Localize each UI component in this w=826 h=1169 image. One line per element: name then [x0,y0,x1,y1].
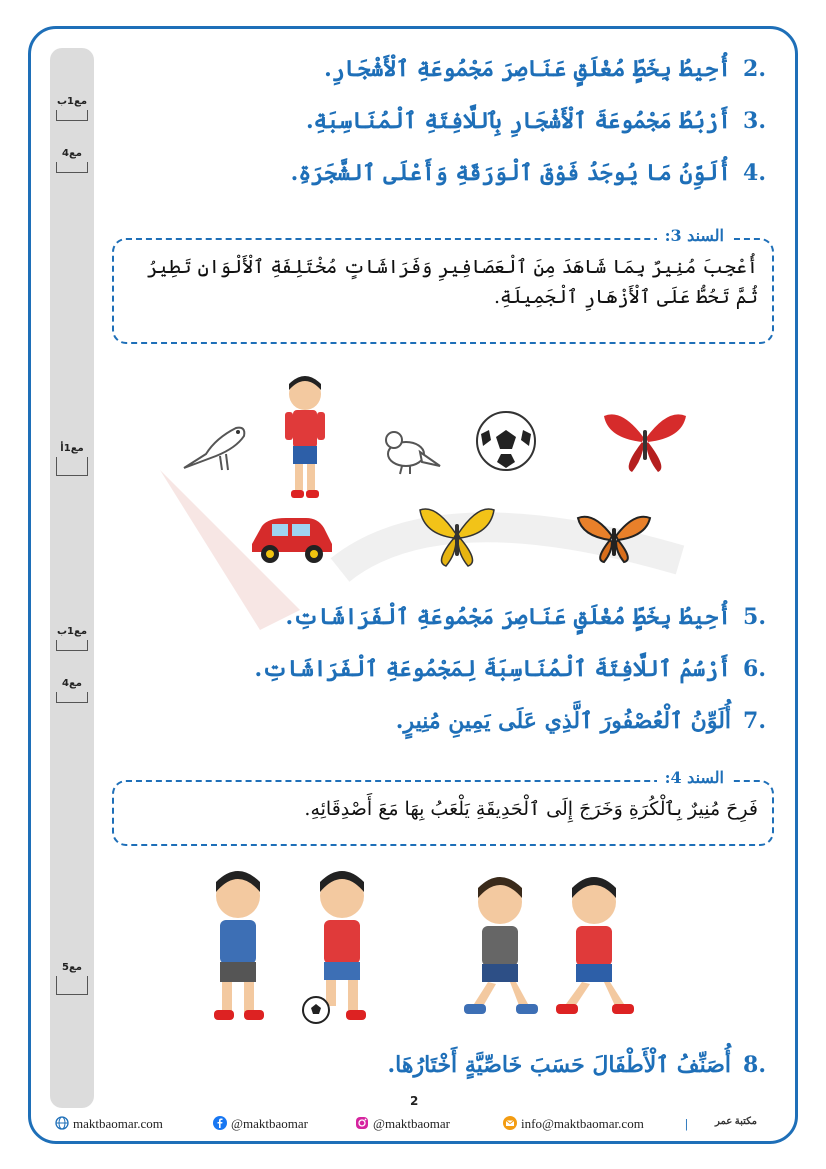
criterion-marker: مع4 [54,148,90,173]
instagram-link[interactable]: @maktbaomar [373,1116,450,1131]
document-3-box [112,226,774,344]
football-icon [475,410,537,472]
footer [55,1114,775,1136]
criterion-marker: مع1ب [54,626,90,651]
question-3: .3أَرْبُطُ مَجْمُوعَةَ ٱلْأَشْجَارِ بِٱللَّافِتَةِ ٱلْمُنَاسِبَةِ. [306,108,766,134]
footer-logo: مكتبة عمر [715,1116,758,1127]
question-8: .8أُصَنِّفُ ٱلْأَطْفَالَ حَسَبَ خَاصِّيَّةٍ أَخْتَارُهَا. [387,1052,766,1078]
boy-munir-icon [275,372,335,502]
document-4-title: السند 4: [657,768,732,787]
facebook-link[interactable]: @maktbaomar [231,1116,308,1131]
bird-outline-icon [380,426,442,476]
facebook-icon [213,1116,227,1134]
boy-blue-shirt-icon [194,866,284,1026]
instagram-icon [355,1116,369,1134]
email-link[interactable]: info@maktbaomar.com [521,1116,644,1131]
boy-with-ball-icon [296,866,386,1026]
boy-red-shirt-running-icon [548,872,638,1022]
criterion-marker: مع4 [54,678,90,703]
page-number: 2 [410,1094,419,1108]
globe-icon [55,1116,69,1134]
question-6: .6أَرْسُمُ ٱللَّافِتَةَ ٱلْمُنَاسِبَةَ لِمَجْمُوعَةِ ٱلْفَرَاشَاتِ. [254,656,766,682]
footer-divider: | [685,1116,688,1131]
email-icon [503,1116,517,1134]
question-4: .4أُلَوِّنُ مَا يُوجَدُ فَوْقَ ٱلْوَرَقَةِ وَأَعْلَى ٱلشَّجَرَةِ. [290,160,766,186]
question-2: .2أُحِيطُ بِخَطٍّ مُغْلَقٍ عَنَاصِرَ مَجْمُوعَةِ ٱلْأَشْجَارِ. [324,56,766,82]
criterion-marker: مع1ب [54,96,90,121]
website-link[interactable]: maktbaomar.com [73,1116,163,1131]
document-4-box [112,768,774,846]
criterion-marker: مع1أ [54,443,90,476]
red-butterfly-icon [602,408,688,474]
document-3-title: السند 3: [657,226,732,245]
boy-grey-shirt-icon [454,872,544,1022]
document-3-text: أُعْجِبَ مُنِيرٌ بِمَا شَاهَدَ مِنَ ٱلْعَصَافِيرِ وَفَرَاشَاتٍ مُخْتَلِفَةِ ٱلْأَلْوَانِ تَطِيرُ ثُمَّ تَحُطُّ عَلَى ٱلْأَزْهَارِ ٱلْجَمِيلَةِ. [147,256,758,309]
criteria-margin [50,48,94,1108]
question-7: .7أُلَوِّنُ ٱلْعُصْفُورَ ٱلَّذِي عَلَى يَمِينِ مُنِيرٍ. [395,708,766,734]
monarch-butterfly-icon [576,512,652,564]
document-4-text: فَرِحَ مُنِيرٌ بِٱلْكُرَةِ وَخَرَجَ إِلَى ٱلْحَدِيقَةِ يَلْعَبُ بِهَا مَعَ أَصْدِقَائِهِ. [304,798,758,820]
yellow-butterfly-icon [418,504,496,568]
criterion-marker: مع5 [54,962,90,995]
toy-car-icon [246,514,338,564]
question-5: .5أُحِيطُ بِخَطٍّ مُغْلَقٍ عَنَاصِرَ مَجْمُوعَةِ ٱلْفَرَاشَاتِ. [285,604,766,630]
sparrow-outline-icon [176,418,250,474]
